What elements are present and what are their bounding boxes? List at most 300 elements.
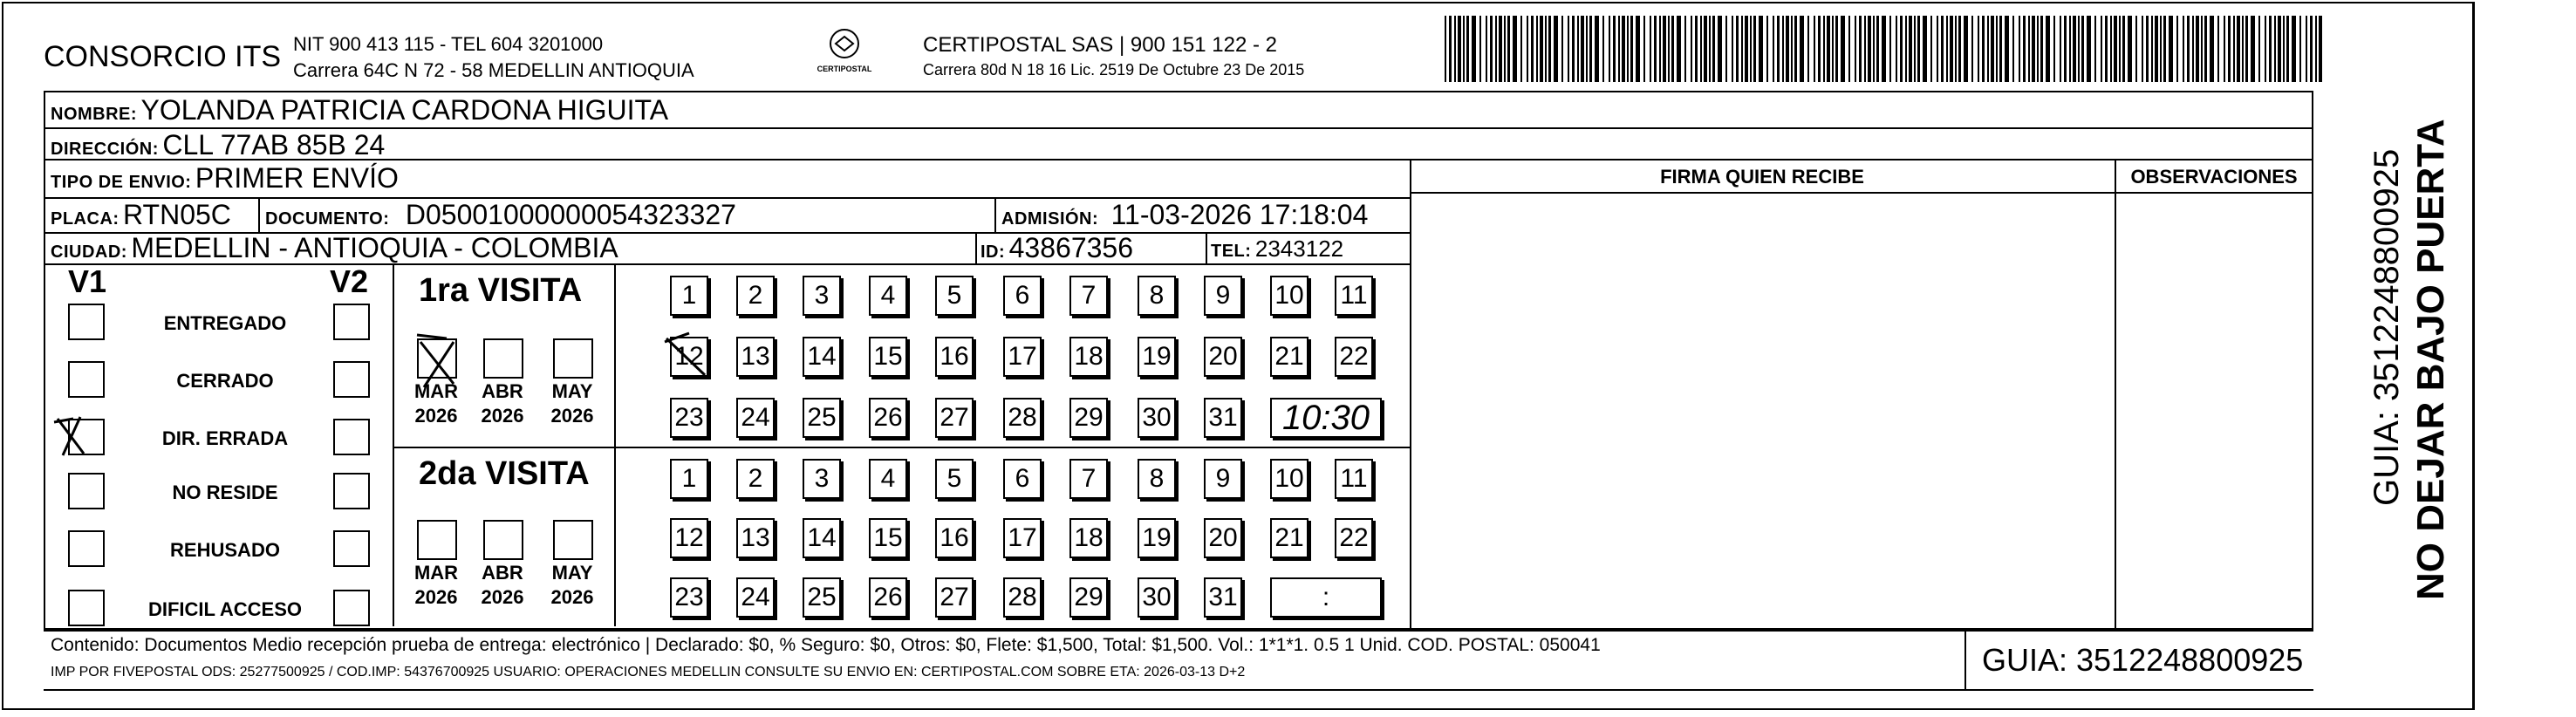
no-dejar-text: NO DEJAR BAJO PUERTA xyxy=(2409,119,2452,600)
second-visit-day-box[interactable]: 16 xyxy=(935,518,974,558)
barcode-bar xyxy=(1791,16,1793,82)
first-visit-day-box[interactable]: 15 xyxy=(869,337,907,377)
tel-label: TEL: xyxy=(1211,242,1252,261)
status-option-label: DIR. ERRADA xyxy=(161,427,289,449)
barcode-bar xyxy=(2169,16,2173,82)
first-visit-month-checkbox[interactable] xyxy=(417,338,457,379)
first-visit-day-box[interactable]: 26 xyxy=(869,398,907,438)
barcode-bar xyxy=(2228,16,2231,82)
v1-checkbox[interactable] xyxy=(68,304,105,340)
barcode-bar xyxy=(2183,16,2184,82)
barcode-bar xyxy=(1548,16,1551,82)
side-guia-text: GUIA: 3512248800925 xyxy=(2368,148,2406,506)
barcode-bar xyxy=(1659,16,1661,82)
barcode-bar xyxy=(2081,16,2084,82)
barcode-bar xyxy=(1978,16,1979,82)
documento-label: DOCUMENTO: xyxy=(265,209,390,229)
status-option-label: DIFICIL ACCESO xyxy=(147,598,302,620)
first-visit-day-box[interactable]: 7 xyxy=(1069,276,1108,316)
v1-checkbox[interactable] xyxy=(68,530,105,567)
contenido-line: Contenido: Documentos Medio recepción prueba de entrega: electrónico | Declarado: $0, % Seguro: $0, Otros: $0, Flete: $1,500, Total: $1,500. Vol.: 1*1*1. 0.5 1 Unid. COD. POSTAL: 050041 xyxy=(51,635,1601,655)
second-visit-day-box[interactable]: 7 xyxy=(1069,459,1108,499)
barcode-bar xyxy=(2315,16,2317,82)
barcode-bar xyxy=(2299,16,2301,82)
direccion-value: CLL 77AB 85B 24 xyxy=(162,129,386,160)
barcode-bar xyxy=(1917,16,1920,82)
barcode-bar xyxy=(2201,16,2203,82)
barcode-bar xyxy=(2122,16,2125,82)
barcode-bar xyxy=(2037,16,2039,82)
barcode-bar xyxy=(1889,16,1891,82)
barcode-bar xyxy=(1536,16,1538,82)
second-visit-day-box[interactable]: 27 xyxy=(935,577,974,618)
barcode-bar xyxy=(2237,16,2240,82)
v2-checkbox[interactable] xyxy=(333,590,370,626)
barcode-bar xyxy=(1472,16,1476,82)
barcode-bar xyxy=(2251,16,2255,82)
second-visit-day-box[interactable]: 19 xyxy=(1138,518,1176,558)
barcode-bar xyxy=(1841,16,1845,82)
barcode-bar xyxy=(1618,16,1620,82)
second-visit-day-box[interactable]: 15 xyxy=(869,518,907,558)
barcode-bar xyxy=(2196,16,2199,82)
first-visit-day-box[interactable]: 3 xyxy=(803,276,841,316)
placa-label: PLACA: xyxy=(51,209,120,229)
barcode-bar xyxy=(1490,16,1493,82)
barcode-bar xyxy=(2278,16,2281,82)
barcode-bar xyxy=(1876,16,1879,82)
first-visit-day-box[interactable]: 25 xyxy=(803,398,841,438)
second-visit-day-box[interactable]: 30 xyxy=(1138,577,1176,618)
barcode-bar xyxy=(1445,16,1446,82)
second-visit-month-label: MAY xyxy=(551,562,593,584)
barcode-bar xyxy=(1449,16,1452,82)
barcode-bar xyxy=(1609,16,1610,82)
barcode-bar xyxy=(1627,16,1629,82)
barcode-bar xyxy=(1695,16,1698,82)
v2-label: V2 xyxy=(330,263,369,299)
barcode-bar xyxy=(1654,16,1657,82)
barcode-bar xyxy=(2258,16,2260,82)
barcode-bar xyxy=(2146,16,2149,82)
v1-checkbox[interactable] xyxy=(68,590,105,626)
direccion-row xyxy=(51,129,385,161)
barcode-bar xyxy=(2073,16,2076,82)
second-visit-day-box[interactable]: 26 xyxy=(869,577,907,618)
barcode-bar xyxy=(1827,16,1830,82)
barcode-bar xyxy=(2204,16,2207,82)
first-visit-day-box[interactable]: 19 xyxy=(1138,337,1176,377)
second-visit-day-box[interactable]: 8 xyxy=(1138,459,1176,499)
first-visit-year-label: 2026 xyxy=(481,405,524,427)
barcode-bar xyxy=(2155,16,2158,82)
barcode-bar xyxy=(1859,16,1862,82)
second-visit-day-box[interactable]: 12 xyxy=(670,518,708,558)
barcode-bar xyxy=(1914,16,1916,82)
barcode-bar xyxy=(1937,16,1938,82)
barcode-bar xyxy=(1823,16,1825,82)
first-visit-day-box[interactable]: 1 xyxy=(670,276,708,316)
barcode-bar xyxy=(1527,16,1528,82)
barcode-bar xyxy=(1855,16,1856,82)
footer-guia: GUIA: 3512248800925 xyxy=(1982,642,2304,678)
barcode-bar xyxy=(2028,16,2030,82)
barcode-bar xyxy=(1991,16,1994,82)
second-visit-month-label: MAR xyxy=(413,562,459,584)
barcode-bar xyxy=(2245,16,2248,82)
barcode-bar xyxy=(2210,16,2214,82)
barcode-bar xyxy=(1745,16,1748,82)
first-visit-day-box[interactable]: 28 xyxy=(1003,398,1042,438)
barcode-bar xyxy=(1766,16,1768,82)
first-visit-month-label: ABR xyxy=(482,380,523,402)
barcode-bar xyxy=(1807,16,1809,82)
barcode-bar xyxy=(1996,16,1998,82)
first-visit-day-box[interactable]: 14 xyxy=(803,337,841,377)
v2-checkbox[interactable] xyxy=(333,361,370,398)
second-visit-month-label: ABR xyxy=(482,562,523,584)
barcode-bar xyxy=(1504,16,1506,82)
second-visit-year-label: 2026 xyxy=(481,586,524,608)
barcode-bar xyxy=(2019,16,2020,82)
v2-checkbox[interactable] xyxy=(333,419,370,455)
documento-row xyxy=(265,199,736,231)
second-visit-day-box[interactable]: 2 xyxy=(736,459,775,499)
barcode-bar xyxy=(1520,16,1522,82)
first-visit-year-label: 2026 xyxy=(414,405,458,427)
barcode-bar xyxy=(1572,16,1575,82)
second-visit-day-box[interactable]: 18 xyxy=(1069,518,1108,558)
barcode-bar xyxy=(1800,16,1804,82)
barcode-bar xyxy=(1554,16,1558,82)
barcode-bar xyxy=(1950,16,1953,82)
nombre-value: YOLANDA PATRICIA CARDONA HIGUITA xyxy=(140,94,669,126)
barcode-bar xyxy=(1725,16,1727,82)
barcode-bar xyxy=(1999,16,2002,82)
first-visit-day-box[interactable]: 16 xyxy=(935,337,974,377)
second-visit-year-label: 2026 xyxy=(550,586,594,608)
first-visit-day-box[interactable]: 10 xyxy=(1270,276,1308,316)
barcode-bar xyxy=(1777,16,1780,82)
barcode-bar xyxy=(1540,16,1543,82)
barcode-bar xyxy=(1930,16,1932,82)
status-option-label: ENTREGADO xyxy=(163,312,287,334)
barcode-bar xyxy=(2306,16,2307,82)
v2-checkbox[interactable] xyxy=(333,304,370,340)
first-visit-day-box[interactable]: 17 xyxy=(1003,337,1042,377)
barcode-bar xyxy=(1561,16,1563,82)
barcode-bar xyxy=(1589,16,1592,82)
barcode-bar xyxy=(1677,16,1681,82)
admision-value: 11-03-2026 17:18:04 xyxy=(1110,199,1369,230)
barcode-bar xyxy=(2160,16,2162,82)
barcode-bar xyxy=(1987,16,1989,82)
barcode-bar xyxy=(2087,16,2091,82)
first-visit-day-box[interactable]: 21 xyxy=(1270,337,1308,377)
barcode-bar xyxy=(2233,16,2235,82)
barcode xyxy=(1445,16,2326,82)
barcode-bar xyxy=(1513,16,1517,82)
barcode-bar xyxy=(1814,16,1815,82)
barcode-bar xyxy=(2163,16,2166,82)
second-visit-day-box[interactable]: 17 xyxy=(1003,518,1042,558)
barcode-bar xyxy=(1958,16,1961,82)
second-visit-day-box[interactable]: 5 xyxy=(935,459,974,499)
barcode-bar xyxy=(2023,16,2026,82)
second-visit-month-checkbox[interactable] xyxy=(483,520,523,560)
carrier-line: CERTIPOSTAL SAS | 900 151 122 - 2 xyxy=(923,33,1277,57)
barcode-bar xyxy=(2319,16,2322,82)
barcode-bar xyxy=(2110,16,2112,82)
barcode-bar xyxy=(1700,16,1702,82)
placa-row xyxy=(51,199,231,231)
barcode-bar xyxy=(1568,16,1569,82)
barcode-bar xyxy=(1499,16,1502,82)
first-visit-day-box[interactable]: 29 xyxy=(1069,398,1108,438)
barcode-bar xyxy=(2060,16,2061,82)
second-visit-day-box[interactable]: 1 xyxy=(670,459,708,499)
v1-checkbox[interactable] xyxy=(68,473,105,509)
status-option-label: NO RESIDE xyxy=(172,481,278,503)
barcode-bar xyxy=(1848,16,1850,82)
second-visit-day-box[interactable]: 24 xyxy=(736,577,775,618)
barcode-bar xyxy=(1458,16,1461,82)
documento-value: D05001000000054323327 xyxy=(405,199,736,230)
second-visit-year-label: 2026 xyxy=(414,586,458,608)
barcode-bar xyxy=(1905,16,1907,82)
v1-checkbox[interactable] xyxy=(68,419,105,455)
second-visit-day-box[interactable]: 31 xyxy=(1204,577,1242,618)
second-visit-day-box[interactable]: 22 xyxy=(1335,518,1373,558)
barcode-bar xyxy=(1704,16,1707,82)
ciudad-value: MEDELLIN - ANTIOQUIA - COLOMBIA xyxy=(131,232,618,263)
barcode-bar xyxy=(1466,16,1469,82)
barcode-bar xyxy=(1786,16,1789,82)
second-visit-day-box[interactable]: 29 xyxy=(1069,577,1108,618)
barcode-bar xyxy=(1595,16,1599,82)
first-visit-day-box[interactable]: 11 xyxy=(1335,276,1373,316)
first-visit-day-box[interactable]: 30 xyxy=(1138,398,1176,438)
company-name: CONSORCIO ITS xyxy=(44,40,282,73)
barcode-bar xyxy=(1900,16,1903,82)
first-visit-day-box[interactable]: 6 xyxy=(1003,276,1042,316)
barcode-bar xyxy=(2101,16,2102,82)
v2-checkbox[interactable] xyxy=(333,530,370,567)
barcode-bar xyxy=(1650,16,1651,82)
barcode-bar xyxy=(1818,16,1821,82)
barcode-bar xyxy=(1909,16,1912,82)
second-visit-day-box[interactable]: 6 xyxy=(1003,459,1042,499)
ciudad-label: CIUDAD: xyxy=(51,242,127,262)
v1-checkbox[interactable] xyxy=(68,361,105,398)
barcode-bar xyxy=(1613,16,1616,82)
company-address: Carrera 64C N 72 - 58 MEDELLIN ANTIOQUIA xyxy=(293,59,694,81)
first-visit-month-checkbox[interactable] xyxy=(553,338,593,379)
first-visit-day-box[interactable]: 9 xyxy=(1204,276,1242,316)
barcode-bar xyxy=(1941,16,1944,82)
barcode-bar xyxy=(2069,16,2071,82)
tipo-value: PRIMER ENVÍO xyxy=(195,162,399,194)
first-visit-day-box[interactable]: 24 xyxy=(736,398,775,438)
barcode-bar xyxy=(1835,16,1838,82)
barcode-bar xyxy=(2046,16,2050,82)
barcode-bar xyxy=(1671,16,1674,82)
barcode-bar xyxy=(2094,16,2096,82)
first-visit-title: 1ra VISITA xyxy=(419,272,583,309)
second-visit-month-checkbox[interactable] xyxy=(553,520,593,560)
second-visit-day-box[interactable]: 9 xyxy=(1204,459,1242,499)
barcode-bar xyxy=(1622,16,1625,82)
barcode-bar xyxy=(1964,16,1968,82)
barcode-bar xyxy=(2269,16,2272,82)
barcode-bar xyxy=(1630,16,1633,82)
second-visit-day-box[interactable]: 3 xyxy=(803,459,841,499)
barcode-bar xyxy=(1486,16,1487,82)
barcode-bar xyxy=(1709,16,1711,82)
second-visit-day-box[interactable]: 25 xyxy=(803,577,841,618)
second-visit-day-box[interactable]: 10 xyxy=(1270,459,1308,499)
barcode-bar xyxy=(2292,16,2296,82)
barcode-bar xyxy=(1479,16,1481,82)
carrier-logo-icon xyxy=(810,26,879,79)
barcode-bar xyxy=(1495,16,1497,82)
second-visit-day-box[interactable]: 13 xyxy=(736,518,775,558)
barcode-bar xyxy=(1454,16,1456,82)
status-option-label: CERRADO xyxy=(176,370,274,392)
barcode-bar xyxy=(2064,16,2067,82)
nit-line: NIT 900 413 115 - TEL 604 3201000 xyxy=(293,33,604,55)
barcode-bar xyxy=(1643,16,1645,82)
barcode-bar xyxy=(2224,16,2225,82)
second-visit-day-box[interactable]: 4 xyxy=(869,459,907,499)
second-visit-month-checkbox[interactable] xyxy=(417,520,457,560)
barcode-bar xyxy=(2105,16,2108,82)
tel-value: 2343122 xyxy=(1254,236,1344,262)
status-option-label: REHUSADO xyxy=(170,539,280,561)
first-visit-month-label: MAR xyxy=(413,380,459,402)
first-visit-month-label: MAY xyxy=(551,380,593,402)
barcode-bar xyxy=(1750,16,1752,82)
barcode-bar xyxy=(2176,16,2178,82)
barcode-bar xyxy=(2217,16,2219,82)
barcode-bar xyxy=(1794,16,1797,82)
barcode-bar xyxy=(2265,16,2266,82)
barcode-bar xyxy=(1732,16,1733,82)
barcode-bar xyxy=(1602,16,1604,82)
second-visit-day-box[interactable]: 23 xyxy=(670,577,708,618)
first-visit-day-box[interactable]: 5 xyxy=(935,276,974,316)
barcode-bar xyxy=(1507,16,1510,82)
barcode-bar xyxy=(2119,16,2121,82)
barcode-bar xyxy=(2286,16,2289,82)
barcode-bar xyxy=(2151,16,2153,82)
second-visit-day-box[interactable]: 20 xyxy=(1204,518,1242,558)
barcode-bar xyxy=(1718,16,1722,82)
id-value: 43867356 xyxy=(1008,232,1133,263)
first-visit-day-box[interactable]: 22 xyxy=(1335,337,1373,377)
barcode-bar xyxy=(1736,16,1739,82)
barcode-bar xyxy=(2142,16,2143,82)
barcode-bar xyxy=(1982,16,1985,82)
first-visit-day-box[interactable]: 18 xyxy=(1069,337,1108,377)
barcode-bar xyxy=(1971,16,1973,82)
barcode-bar xyxy=(1832,16,1834,82)
second-visit-time-box[interactable]: : xyxy=(1270,577,1382,618)
first-visit-day-box[interactable]: 20 xyxy=(1204,337,1242,377)
barcode-bar xyxy=(2012,16,2014,82)
second-visit-day-box[interactable]: 28 xyxy=(1003,577,1042,618)
barcode-bar xyxy=(1663,16,1666,82)
nombre-label: NOMBRE: xyxy=(51,105,138,124)
barcode-bar xyxy=(1712,16,1715,82)
barcode-bar xyxy=(1782,16,1784,82)
second-visit-title: 2da VISITA xyxy=(419,455,590,492)
barcode-bar xyxy=(1586,16,1588,82)
carrier-address: Carrera 80d N 18 16 Lic. 2519 De Octubre 23 De 2015 xyxy=(923,61,1305,79)
barcode-bar xyxy=(1636,16,1640,82)
barcode-bar xyxy=(1545,16,1547,82)
v1-label: V1 xyxy=(68,263,107,299)
barcode-bar xyxy=(1868,16,1871,82)
second-visit-day-box[interactable]: 11 xyxy=(1335,459,1373,499)
tipo-label: TIPO DE ENVIO: xyxy=(51,173,192,192)
barcode-bar xyxy=(2053,16,2055,82)
barcode-bar xyxy=(2078,16,2080,82)
first-visit-day-box[interactable]: 4 xyxy=(869,276,907,316)
barcode-bar xyxy=(2192,16,2194,82)
first-visit-day-box[interactable]: 8 xyxy=(1138,276,1176,316)
first-visit-day-box[interactable]: 2 xyxy=(736,276,775,316)
first-visit-day-box[interactable]: 13 xyxy=(736,337,775,377)
barcode-bar xyxy=(2242,16,2244,82)
tel-row xyxy=(1211,236,1343,263)
imp-line: IMP POR FIVEPOSTAL ODS: 25277500925 / COD.IMP: 54376700925 USUARIO: OPERACIONES MEDELLIN CONSULTE SU ENVIO EN: CERTIPOSTAL.COM SOBRE ETA: 2026-03-13 D+2 xyxy=(51,665,1246,679)
observaciones-label: OBSERVACIONES xyxy=(2130,166,2298,188)
barcode-bar xyxy=(1923,16,1927,82)
first-visit-day-box[interactable]: 12 xyxy=(670,337,708,377)
first-visit-time-box[interactable]: 10:30 xyxy=(1270,398,1382,438)
barcode-bar xyxy=(1946,16,1948,82)
first-visit-day-box[interactable]: 31 xyxy=(1204,398,1242,438)
barcode-bar xyxy=(1691,16,1692,82)
first-visit-day-box[interactable]: 27 xyxy=(935,398,974,438)
barcode-bar xyxy=(1882,16,1886,82)
barcode-bar xyxy=(2310,16,2313,82)
barcode-bar xyxy=(1741,16,1743,82)
v2-checkbox[interactable] xyxy=(333,473,370,509)
admision-row xyxy=(1001,199,1368,231)
logo-text: CERTIPOSTAL xyxy=(817,65,872,73)
second-visit-day-box[interactable]: 21 xyxy=(1270,518,1308,558)
barcode-bar xyxy=(2005,16,2009,82)
barcode-bar xyxy=(1684,16,1686,82)
second-visit-day-box[interactable]: 14 xyxy=(803,518,841,558)
barcode-bar xyxy=(1773,16,1774,82)
barcode-bar xyxy=(2274,16,2276,82)
barcode-bar xyxy=(2135,16,2137,82)
barcode-bar xyxy=(2187,16,2190,82)
tipo-row xyxy=(51,162,399,195)
firma-label: FIRMA QUIEN RECIBE xyxy=(1660,166,1864,188)
barcode-bar xyxy=(2128,16,2132,82)
first-visit-month-checkbox[interactable] xyxy=(483,338,523,379)
barcode-bar xyxy=(1577,16,1579,82)
id-row xyxy=(981,232,1133,264)
barcode-bar xyxy=(1955,16,1957,82)
barcode-bar xyxy=(1896,16,1897,82)
barcode-bar xyxy=(1753,16,1756,82)
first-visit-day-box[interactable]: 23 xyxy=(670,398,708,438)
